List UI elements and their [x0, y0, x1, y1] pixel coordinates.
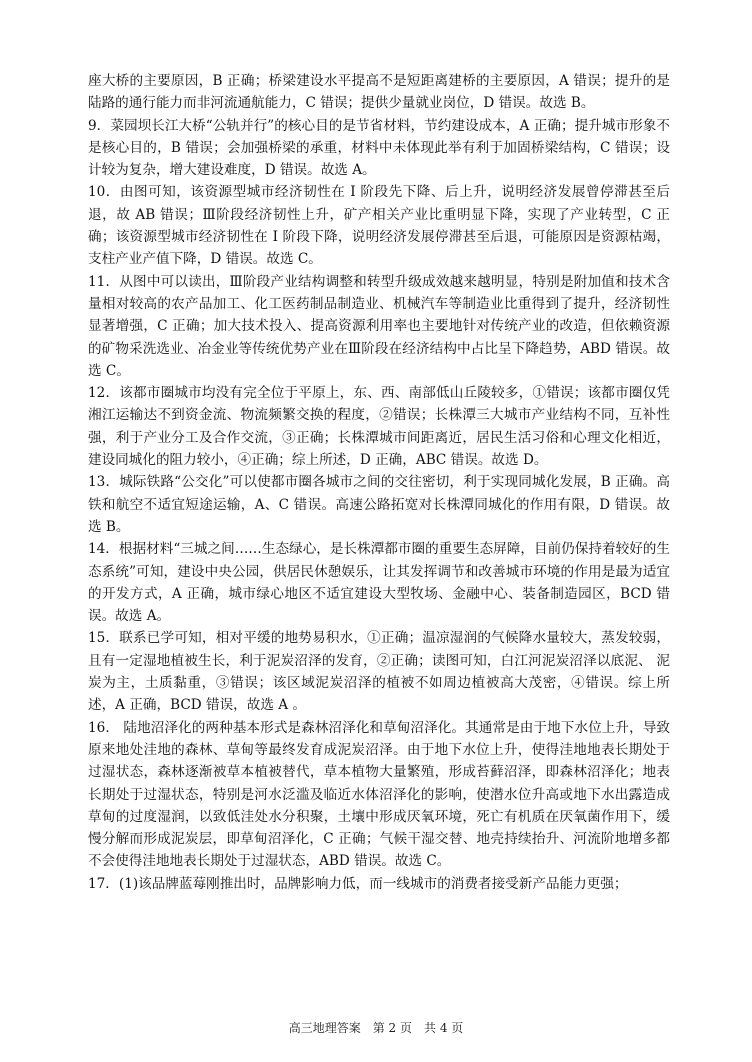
paragraph-q14: 14．根据材料“三城之间……生态绿心，是长株潭都市圈的重要生态屏障，目前仍保持着较好的生态系统”可知，建设中央公园，供居民休憩娱乐，让其发挥调节和改善城市环境的作用是最为适宜的开发方式，A 正确，城市绿心地区不适宜建设大型牧场、金融中心、装备制造园区，BCD 错误。故选 A。	[88, 541, 670, 625]
paragraph-q11: 11．从图中可以读出，Ⅲ阶段产业结构调整和转型升级成效越来越明显，特别是附加值和技术含量相对较高的农产品加工、化工医药制品制造业、机械汽车等制造业比重得到了提升，经济韧性显著增强，C 正确；加大技术投入、提高资源利用率也主要地针对传统产业的改造，但依赖资源的矿物采洗选业、冶金业等传统优势产业在Ⅲ阶段在经济结构中占比呈下降趋势，ABD 错误。故选 C。	[88, 273, 670, 379]
paragraph-q10: 10．由图可知，该资源型城市经济韧性在 I 阶段先下降、后上升，说明经济发展曾停滞甚至后退，故 AB 错误；Ⅲ阶段经济韧性上升，矿产相关产业比重明显下降，实现了产业转型，C 正确；该资源型城市经济韧性在 I 阶段下降，说明经济发展停滞甚至后退，可能原因是资源枯竭，支柱产业产值下降，D 错误。故选 C。	[88, 184, 670, 268]
paragraph-q12: 12．该都市圈城市均没有完全位于平原上，东、西、南部低山丘陵较多，①错误；该都市圈仅凭湘江运输达不到资金流、物流频繁交换的程度，②错误；长株潭三大城市产业结构不同，互补性强，利于产业分工及合作交流，③正确；长株潭城市间距离近，居民生活习俗和心理文化相近，建设同城化的阻力较小，④正确；综上所述，D 正确，ABC 错误。故选 D。	[88, 385, 670, 469]
page-footer: 高三地理答案 第 2 页 共 4 页	[288, 1021, 464, 1035]
paragraph-q9: 9．菜园坝长江大桥“公轨并行”的核心目的是节省材料，节约建设成本，A 正确；提升城市形象不是核心目的，B 错误；会加强桥梁的承重，材料中未体现此举有利于加固桥梁结构，C 错误；设计较为复杂，增大建设难度，D 错误。故选 A。	[88, 117, 670, 179]
paragraph-q13: 13．城际铁路“公交化”可以使都市圈各城市之间的交往密切，利于实现同城化发展，B 正确。高铁和航空不适宜短途运输，A、C 错误。高速公路拓宽对长株潭同城化的作用有限，D 错误。故选 B。	[88, 474, 670, 535]
paragraph-q16: 16． 陆地沼泽化的两种基本形式是森林沼泽化和草甸沼泽化。其通常是由于地下水位上升，导致原来地处洼地的森林、草甸等最终发育成泥炭沼泽。由于地下水位上升，使得洼地地表长期处于过湿状态，森林逐渐被草本植被替代，草本植物大量繁殖，形成苔藓沼泽，即森林沼泽化；地表长期处于过湿状态，特别是河水泛滥及临近水体沼泽化的影响，使潜水位升高或地下水出露造成草甸的过度湿润，以致低洼处水分积聚，土壤中形成厌氧环境，死亡有机质在厌氧菌作用下，缓慢分解而形成泥炭层，即草甸沼泽化，C 正确；气候干湿交替、地壳持续抬升、河流阶地增多都不会使得洼地地表长期处于过湿状态，ABD 错误。故选 C。	[88, 719, 670, 870]
answer-body	[88, 70, 670, 895]
paragraph-q15: 15．联系已学可知，相对平缓的地势易积水，①正确；温凉湿润的气候降水量较大，蒸发较弱， 且有一定湿地植被生长，利于泥炭沼泽的发育，②正确；读图可知，白江河泥炭沼泽以底泥、 泥炭为主，土质黏重，③错误；该区域泥炭沼泽的植被不如周边植被高大茂密，④错误。综上所述，A 正确，BCD 错误，故选 A 。	[88, 630, 670, 714]
paragraph-8-continued: 座大桥的主要原因，B 正确；桥梁建设水平提高不是短距离建桥的主要原因，A 错误；提升的是陆路的通行能力而非河流通航能力，C 错误；提供少量就业岗位，D 错误。故选 B。	[88, 73, 670, 112]
paragraph-q17: 17．(1)该品牌蓝莓刚推出时，品牌影响力低，而一线城市的消费者接受新产品能力更强；	[88, 875, 628, 892]
